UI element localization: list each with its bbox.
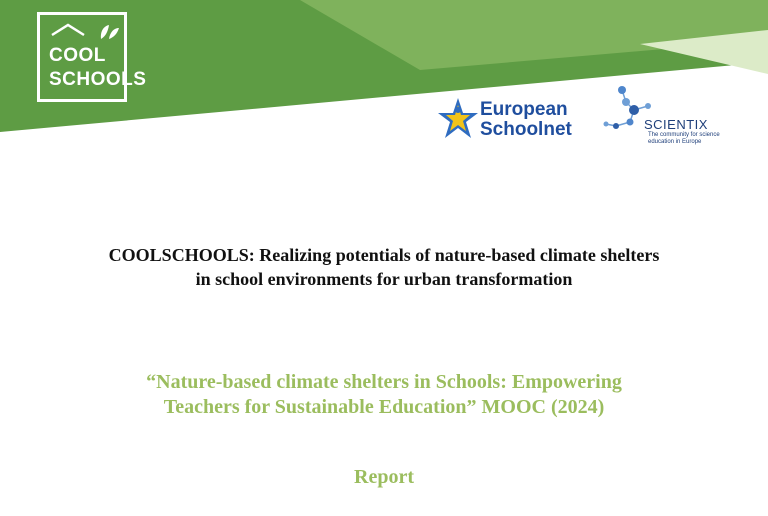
leaf-icon bbox=[98, 21, 120, 41]
document-subtitle bbox=[40, 370, 728, 420]
european-schoolnet-line1: European bbox=[480, 99, 568, 120]
document-subtitle-line1: “Nature-based climate shelters in Schools: Empowering bbox=[146, 371, 622, 393]
star-figure-icon bbox=[436, 96, 480, 146]
scientix-tagline: The community for science education in Europe bbox=[648, 132, 720, 145]
document-title-line2: in school environments for urban transformation bbox=[195, 269, 573, 289]
scientix-logo bbox=[600, 84, 740, 154]
document-subtitle-line2: Teachers for Sustainable Education” MOOC (2024) bbox=[163, 396, 605, 418]
logo-text-cool: COOL bbox=[49, 45, 106, 66]
european-schoolnet-line2: Schoolnet bbox=[480, 119, 572, 140]
house-roof-icon bbox=[50, 23, 86, 37]
scientix-name: SCIENTIX bbox=[644, 117, 708, 132]
document-title bbox=[40, 243, 728, 291]
report-label: Report bbox=[354, 466, 414, 488]
european-schoolnet-logo bbox=[436, 96, 586, 150]
coolschools-logo bbox=[37, 12, 147, 102]
document-title-line1: COOLSCHOOLS: Realizing potentials of nature-based climate shelters bbox=[108, 245, 660, 265]
logo-text-schools: SCHOOLS bbox=[49, 69, 147, 90]
